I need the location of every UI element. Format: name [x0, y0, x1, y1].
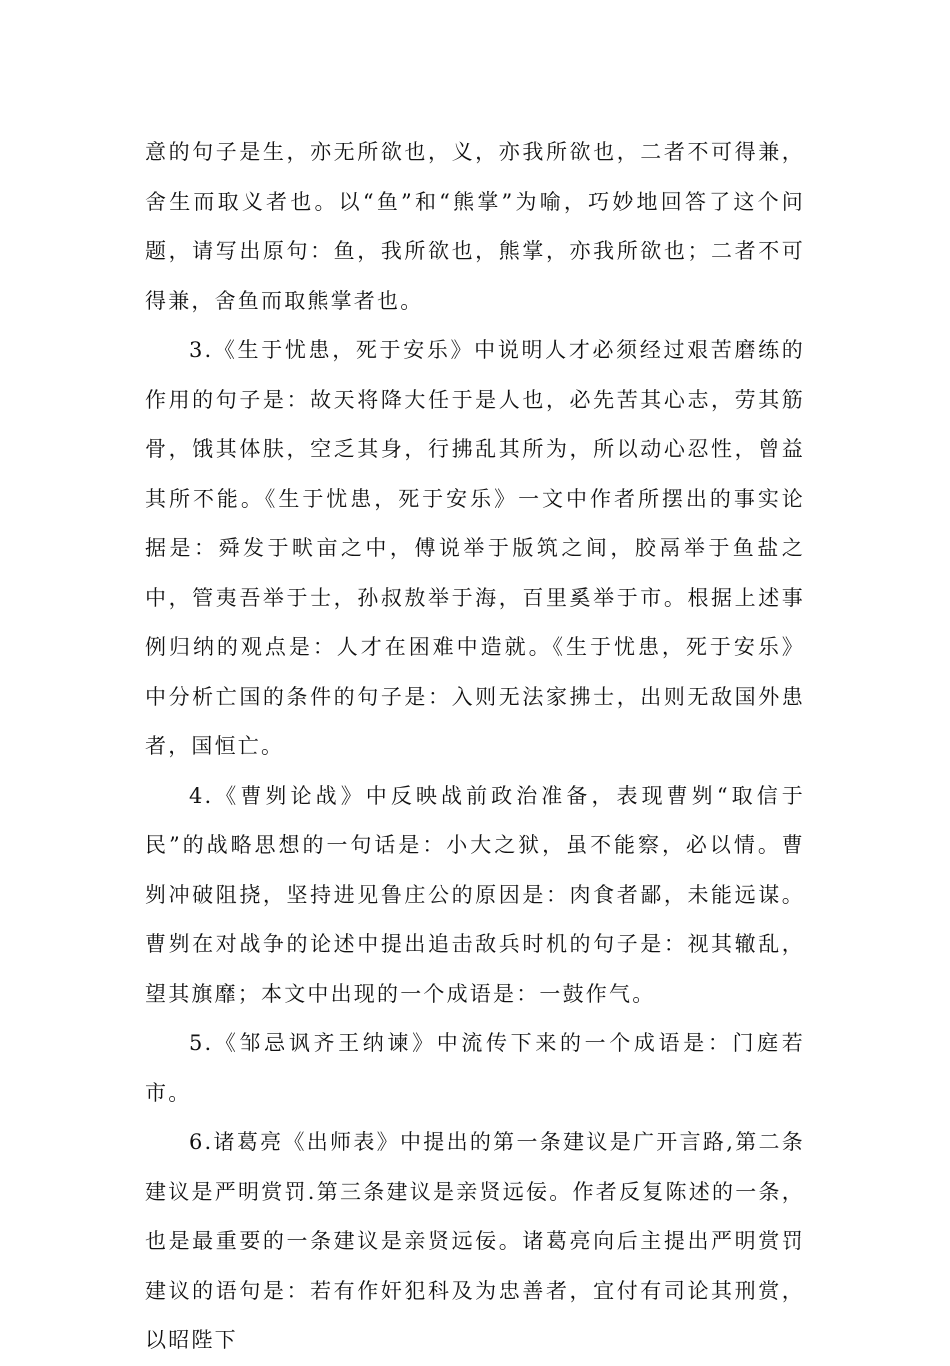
document-body [145, 128, 805, 1366]
paragraph-5: 6.诸葛亮《出师表》中提出的第一条建议是广开言路,第二条建议是严明赏罚.第三条建议是亲贤远佞。作者反复陈述的一条，也是最重要的一条建议是亲贤远佞。诸葛亮向后主提出严明赏罚建议的语句是：若有作奸犯科及为忠善者，宜付有司论其刑赏，以昭陛下 [145, 1130, 805, 1352]
paragraph-3: 4.《曹刿论战》中反映战前政治准备，表现曹刿“取信于民”的战略思想的一句话是：小大之狱，虽不能察，必以情。曹刿冲破阻挠，坚持进见鲁庄公的原因是：肉食者鄙，未能远谋。曹刿在对战争的论述中提出追击敌兵时机的句子是：视其辙乱，望其旗靡；本文中出现的一个成语是：一鼓作气。 [145, 783, 805, 1006]
paragraph-2: 3.《生于忧患，死于安乐》中说明人才必须经过艰苦磨练的作用的句子是：故天将降大任于是人也，必先苦其心志，劳其筋骨，饿其体肤，空乏其身，行拂乱其所为，所以动心忍性，曾益其所不能。《生于忧患，死于安乐》一文中作者所摆出的事实论据是：舜发于畎亩之中，傅说举于版筑之间，胶鬲举于鱼盐之中，管夷吾举于士，孙叔敖举于海，百里奚举于市。根据上述事例归纳的观点是：人才在困难中造就。《生于忧患，死于安乐》中分析亡国的条件的句子是：入则无法家拂士，出则无敌国外患者，国恒亡。 [145, 338, 805, 758]
paragraph-1: 意的句子是生，亦无所欲也，义，亦我所欲也，二者不可得兼，舍生而取义者也。以“鱼”和“熊掌”为喻，巧妙地回答了这个问题，请写出原句：鱼，我所欲也，熊掌，亦我所欲也；二者不可得兼，舍鱼而取熊掌者也。 [145, 140, 805, 313]
paragraph-4: 5.《邹忌讽齐王纳谏》中流传下来的一个成语是：门庭若市。 [145, 1031, 805, 1105]
